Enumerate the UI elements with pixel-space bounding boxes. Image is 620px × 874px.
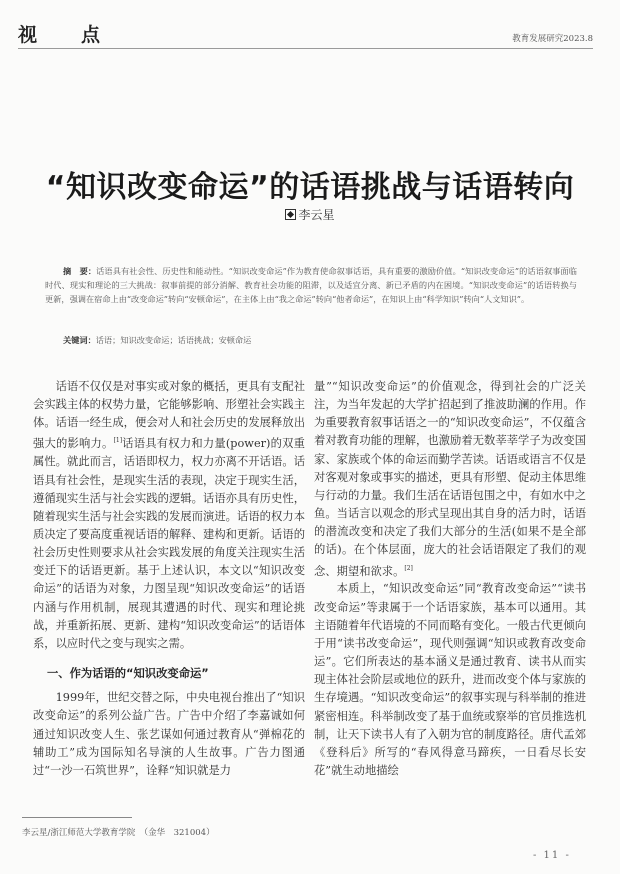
paragraph: 本质上，“知识改变命运”同“教育改变命运”“读书改变命运”等隶属于一个话语家族，基本可以通用。其主语随着年代语境的不同而略有变化。一般古代更倾向于用“读书改变命运”，现代则强调“知识或教育改变命运”。它们所表达的基本涵义是通过教育、读书从而实现主体社会阶层或地位的跃升，进而改变个体与家族的生存境遇。“知识改变命运”的叙事实现与科举制的推进紧密相连。科举制改变了基于血统或察举的官员推选机制，让天下读书人有了入朝为官的制度路径。唐代孟郊《登科后》所写的“春风得意马蹄疾，一日看尽长安花”就生动地描绘 [314,582,586,778]
page-number: - 11 - [533,850,571,861]
paragraph: 1999年，世纪交替之际，中央电视台推出了“知识改变命运”的系列公益广告。广告中介绍了李嘉诚如何通过知识改变人生、张艺谋如何通过教育从“弹棉花的辅助工”成为国际知名导演的人生故事。广告力图通过“一沙一石筑世界”，诠释“知识就是力 [33,691,305,777]
keywords [63,335,577,346]
abstract-text: 话语具有社会性、历史性和能动性。“知识改变命运”作为教育使命叙事话语，具有重要的激励价值。“知识改变命运”的话语叙事面临时代、现实和理论的三大挑战：叙事前提的部分消解、教育社会功能的阻滞，以及适宜分离、新已矛盾的内在困境。“知识改变命运”的话语转换与更新，强调在宿命上由“改变命运”转向“安顿命运”，在主体上由“我之命运”转向“他者命运”，在知识上由“科学知识”转向“人文知识”。 [45,266,577,305]
keywords-text: 话语；知识改变命运；话语挑战；安顿命运 [95,335,252,345]
paragraph: 话语不仅仅是对事实或对象的概括，更具有支配社会实践主体的权势力量，它能够影响、形塑社会实践主体。话语一经生成，便会对人和社会历史的发展释放出强大的影响力。[1]话语具有权力和力量(power)的双重属性。就此而言，话语即权力，权力亦离不开话语。话语具有社会性，是现实生活的表现，决定于现实生活，遵循现实生活与社会实践的逻辑。话语亦具有历史性，随着现实生活与社会实践的发展而演进。话语的权力本质决定了要高度重视话语的解释、建构和更新。话语的社会历史性则要求从社会实践发展的角度关注现实生活变迁下的话语更新。基于上述认识，本文以“知识改变命运”的话语为对象，力图呈现“知识改变命运”的话语内涵与作用机制，展现其遭遇的时代、现实和理论挑战，并重新拓展、更新、建构“知识改变命运”的话语体系，以应时代之变与现实之需。 [33,380,305,650]
citation-ref: [1] [113,437,123,445]
header-divider [18,48,593,49]
author-name: 李云星 [298,208,335,222]
keywords-label: 关键词： [63,335,96,345]
abstract [45,264,577,307]
section-heading: 一、作为话语的“知识改变命运” [47,667,209,681]
page-header [18,8,593,48]
footnote-divider [22,817,132,818]
article-title: “知识改变命运”的话语挑战与话语转向 [45,170,575,205]
author-affiliation-footnote: 李云星/浙江师范大学教育学院 （金华 321004） [22,828,215,838]
body-column-left [33,378,305,780]
journal-info: 教育发展研究2023.8 [512,34,593,44]
author-mark-icon [285,209,296,220]
paragraph: 量”“知识改变命运”的价值观念，得到社会的广泛关注，为当年发起的大学扩招起到了推波助澜的作用。作为重要教育叙事话语之一的“知识改变命运”，不仅蕴含着对教育功能的理解，也激励着无数莘莘学子为改变国家、家族或个体的命运而勤学苦读。话语或语言不仅是对客观对象或事实的描述，更具有形塑、促动主体思维与行动的力量。我们生活在话语包围之中，有如水中之鱼。当话言以观念的形式呈现出其自身的活力时，话语的潜流改变和决定了我们大部分的生活(如果不是全部的话)。在个体层面，庞大的社会话语限定了我们的观念、期望和欲求。[2] [314,380,586,578]
abstract-label: 摘 要： [63,266,97,276]
citation-ref: [2] [404,564,413,572]
section-label: 视点 [18,24,145,46]
body-column-right [314,378,586,780]
author-line [0,206,620,223]
